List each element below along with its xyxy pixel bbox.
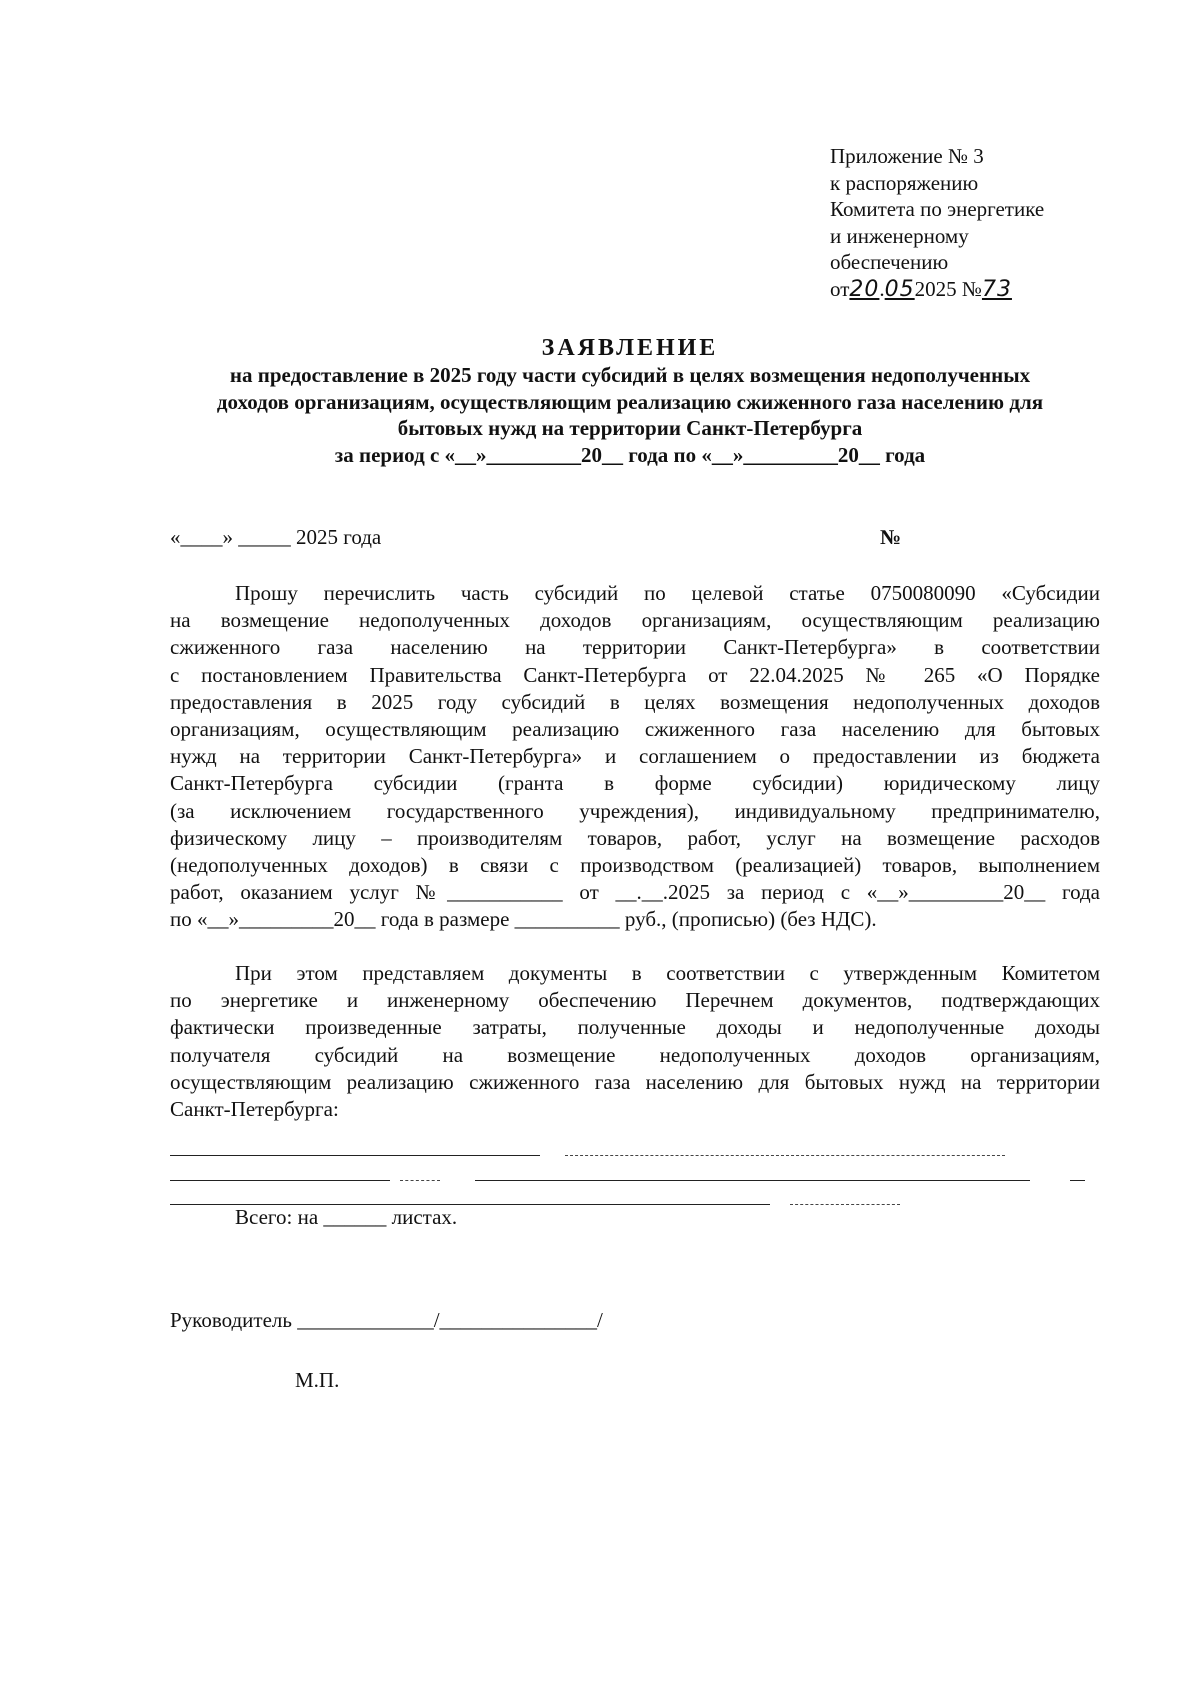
document-list-blank-line — [790, 1204, 900, 1205]
document-list-blank-line — [565, 1155, 1005, 1156]
paragraph-line: по «__»_________20__ года в размере __________ руб., (прописью) (без НДС). — [170, 907, 877, 932]
date-year: 2025 № — [914, 276, 982, 301]
attachment-line: и инженерному — [830, 223, 969, 248]
paragraph-line: физическому лицу – производителям товаров, работ, услуг на возмещение расходов — [170, 825, 1100, 850]
paragraph-line: работ, оказанием услуг №___________ от __.__.2025 за период с «__»_________20__ года — [170, 880, 1100, 905]
attachment-line: к распоряжению — [830, 170, 979, 195]
paragraph-line: получателя субсидий на возмещение недополученных доходов организациям, — [170, 1042, 1100, 1067]
title-heading: ЗАЯВЛЕНИЕ — [541, 335, 719, 361]
paragraph-line: фактически произведенные затраты, полученные доходы и недополученные доходы — [170, 1015, 1100, 1040]
paragraph-line: Санкт-Петербурга: — [170, 1097, 339, 1122]
attachment-date-line: от20.052025 №73 — [830, 276, 1012, 302]
application-date: «____» _____ 2025 года — [170, 525, 382, 549]
stamp-place: М.П. — [295, 1368, 340, 1392]
handwritten-month: 05 — [884, 276, 915, 302]
attachment-line: Приложение № 3 — [830, 144, 984, 168]
document-title — [160, 334, 1100, 468]
paragraph-line: организациям, осуществляющим реализацию сжиженного газа населению для бытовых — [170, 717, 1100, 742]
document-list-blank-line — [1070, 1180, 1085, 1181]
attachment-line: обеспечению — [830, 250, 949, 274]
date-row — [170, 525, 1100, 550]
title-line: бытовых нужд на территории Санкт-Петербурга — [397, 416, 863, 440]
application-number: № — [880, 525, 902, 549]
paragraph-line: Санкт-Петербурга субсидии (гранта в форме субсидии) юридическому лицу — [170, 771, 1100, 796]
attachment-line: Комитета по энергетике — [830, 197, 1045, 221]
date-prefix: от — [830, 276, 850, 301]
document-list-blank-line — [475, 1180, 1030, 1181]
paragraph-line: нужд на территории Санкт-Петербурга» и соглашением о предоставлении из бюджета — [170, 744, 1100, 769]
title-line: доходов организациям, осуществляющим реализацию сжиженного газа населению для — [216, 389, 1044, 414]
paragraph-line: При этом представляем документы в соответствии с утвержденным Комитетом — [235, 961, 1100, 985]
document-list-blank-line — [170, 1180, 390, 1181]
paragraph-line: с постановлением Правительства Санкт-Петербурга от 22.04.2025 № 265 «О Порядке — [170, 662, 1100, 687]
paragraph-line: Прошу перечислить часть субсидий по целевой статье 0750080090 «Субсидии — [235, 581, 1100, 605]
paragraph-line: осуществляющим реализацию сжиженного газа населению для бытовых нужд на территории — [170, 1069, 1100, 1094]
attachment-header — [830, 143, 1090, 303]
paragraph-line: сжиженного газа населению на территории Санкт-Петербурга» в соответствии — [170, 635, 1100, 660]
documents-paragraph — [170, 960, 1100, 1123]
document-list-blank-line — [400, 1180, 440, 1181]
title-line: на предоставление в 2025 году части субсидий в целях возмещения недополученных — [229, 363, 1031, 387]
handwritten-order-number: 73 — [981, 276, 1012, 302]
paragraph-line: (за исключением государственного учреждения), индивидуальному предпринимателю, — [170, 798, 1100, 823]
handwritten-day: 20 — [849, 276, 880, 302]
request-paragraph — [170, 580, 1100, 934]
total-sheets: Всего: на ______ листах. — [235, 1205, 458, 1229]
paragraph-line: по энергетике и инженерному обеспечению Перечнем документов, подтверждающих — [170, 988, 1100, 1013]
signature-line: Руководитель _____________/_______________/ — [170, 1308, 603, 1332]
title-period: за период с «__»_________20__ года по «__»_________20__ года — [334, 442, 926, 467]
document-list-blank-line — [170, 1155, 540, 1156]
paragraph-line: (недополученных доходов) в связи с производством (реализацией) товаров, выполнением — [170, 853, 1100, 878]
paragraph-line: на возмещение недополученных доходов организациям, осуществляющим реализацию — [170, 608, 1100, 633]
paragraph-line: предоставления в 2025 году субсидий в целях возмещения недополученных доходов — [170, 689, 1100, 714]
